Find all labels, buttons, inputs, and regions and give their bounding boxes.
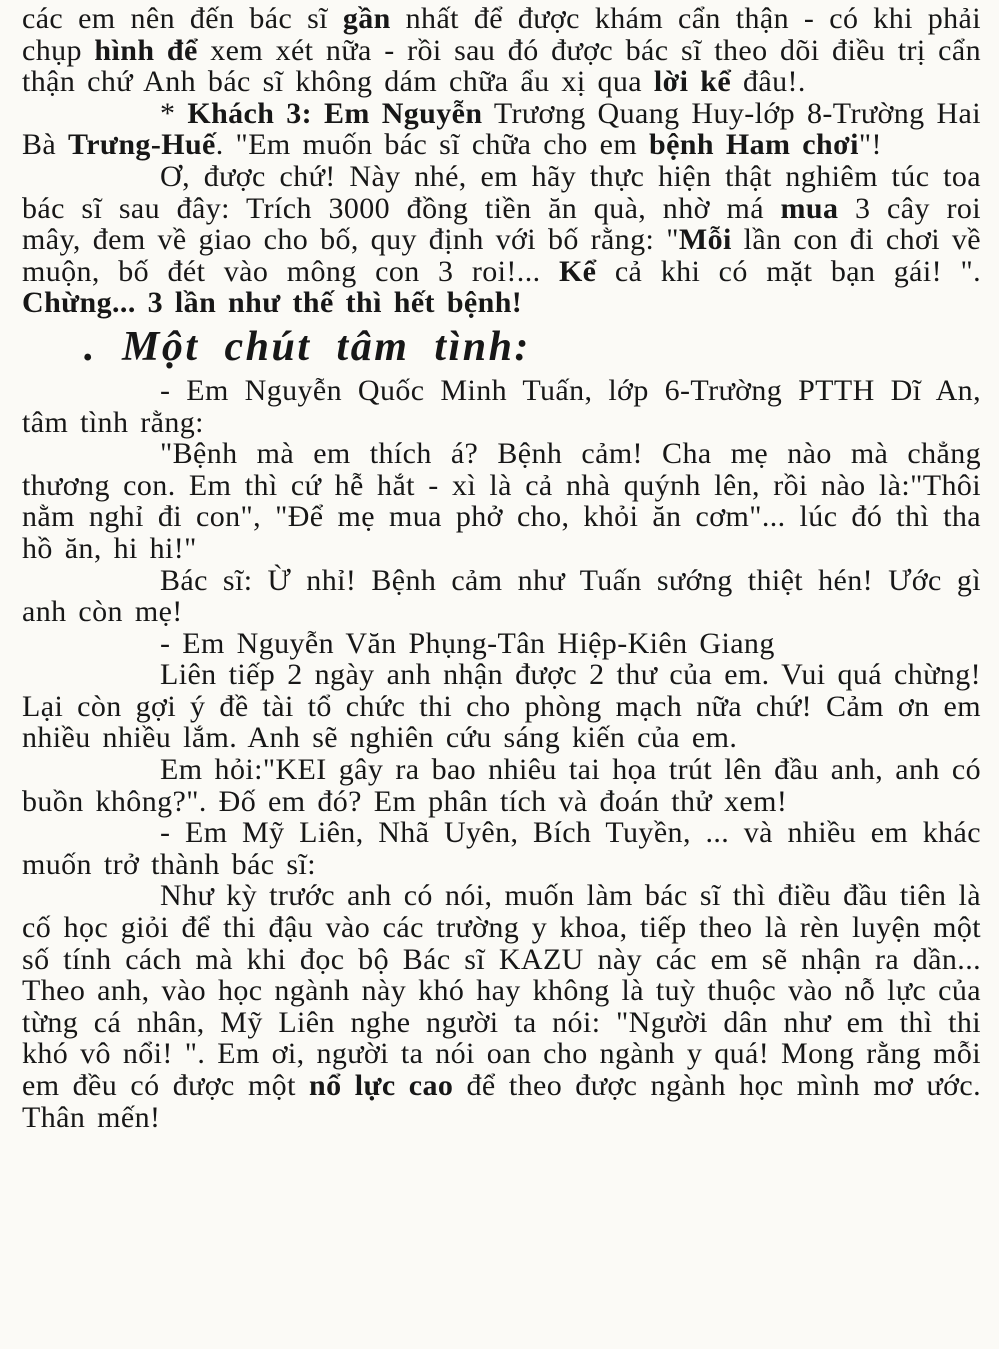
text-run: gần <box>342 2 391 35</box>
text-run: Chừng... 3 lần như thế thì hết bệnh! <box>22 286 523 320</box>
section-heading <box>22 321 981 373</box>
kei-question-paragraph <box>22 754 981 817</box>
text-run: các em nên đến bác sĩ <box>22 2 343 35</box>
text-run: - Em Nguyễn Văn Phụng-Tân Hiệp-Kiên Giang <box>160 626 775 660</box>
text-run: xem xét nữa - rồi sau đó được bác sĩ theo dõi điều trị cẩn thận chứ Anh bác sĩ không dám chữa ẩu xị qua <box>22 33 981 99</box>
phung-reply-paragraph <box>22 659 981 754</box>
text-run: cả khi có mặt bạn gái! ". <box>596 254 981 288</box>
text-run: "Bệnh mà em thích á? Bệnh cảm! Cha mẹ nào mà chẳng thương con. Em thì cứ hễ hắt - xì là cả nhà quýnh lên, rồi nào là:"Thôi nằm nghỉ đi con", "Để mẹ mua phở cho, khỏi ăn cơm"... lúc đó thì tha hồ ăn, hi hi!" <box>22 437 981 565</box>
text-run: . "Em muốn bác sĩ chữa cho em <box>215 128 649 162</box>
text-run: bệnh Ham chơi <box>649 128 859 162</box>
reader-tuan-paragraph <box>22 375 981 438</box>
text-run: "! <box>858 128 882 162</box>
text-run: - Em Nguyễn Quốc Minh Tuấn, lớp 6-Trường PTTH Dĩ An, tâm tình rằng: <box>22 373 981 439</box>
text-run: Trưng-Huế <box>68 128 216 162</box>
text-run: nhất để được khám cẩn thận - có khi phải chụp <box>22 2 982 67</box>
text-run: Liên tiếp 2 ngày anh nhận được 2 thư của em. Vui quá chừng! Lại còn gợi ý đề tài tổ chức thi cho phòng mạch nữa chứ! Cảm ơn em nhiều nhiều lắm. Anh sẽ nghiên cứu sáng kiến của em. <box>22 658 981 755</box>
continuation-paragraph <box>22 3 981 98</box>
text-run: đâu!. <box>731 65 806 99</box>
doctor-reply-paragraph <box>22 161 981 319</box>
readers-doctor-wish-paragraph <box>22 817 981 880</box>
doctor-advice-paragraph <box>22 880 981 1133</box>
text-run: * <box>160 96 188 130</box>
text-run: lời kể <box>653 65 732 99</box>
tuan-quote-paragraph <box>22 438 981 564</box>
text-run: . Một chút tâm tình: <box>84 323 531 370</box>
text-run: Mỗi <box>678 223 732 257</box>
guest-3-paragraph <box>22 98 981 161</box>
text-run: Trương Quang Huy-lớp 8-Trường Hai Bà <box>22 96 982 162</box>
text-run: nổ lực cao <box>309 1069 454 1102</box>
text-run: để theo được ngành học mình mơ ước. Thân mến! <box>22 1069 982 1134</box>
text-run: Khách 3: Em Nguyễn <box>187 96 483 130</box>
text-run: - Em Mỹ Liên, Nhã Uyên, Bích Tuyền, ... và nhiều em khác muốn trở thành bác sĩ: <box>22 816 981 881</box>
reader-phung-paragraph <box>22 628 981 660</box>
text-run: Em hỏi:"KEI gây ra bao nhiêu tai họa trút lên đầu anh, anh có buồn không?". Đố em đó? Em phân tích và đoán thử xem! <box>22 753 981 818</box>
text-run: Ơ, được chứ! Này nhé, em hãy thực hiện thật nghiêm túc toa bác sĩ sau đây: Trích 3000 đồng tiền ăn quà, nhờ má <box>22 159 981 225</box>
text-run: 3 cây roi mây, đem về giao cho bố, quy định với bố rằng: " <box>22 191 981 257</box>
doctor-comment-paragraph <box>22 565 981 628</box>
text-run: Bác sĩ: Ừ nhỉ! Bệnh cảm như Tuấn sướng thiệt hén! Ước gì anh còn mẹ! <box>22 563 981 629</box>
text-run: mua <box>780 191 839 225</box>
text-run: Kể <box>558 254 597 288</box>
text-run: hình để <box>94 33 198 67</box>
text-run: Như kỳ trước anh có nói, muốn làm bác sĩ thì điều đầu tiên là cố học giỏi để thi đậu vào các trường y khoa, tiếp theo là rèn luyện một số tính cách mà khi đọc bộ Bác sĩ KAZU này các em sẽ nhận ra dần... Theo anh, vào học ngành này khó hay không là tuỳ thuộc vào nỗ lực của từng cá nhân, Mỹ Liên nghe người ta nói: "Người dân như em thì thi khó vô nổi! ". Em ơi, người ta nói oan cho ngành y quá! Mong rằng mỗi em đều có được một <box>22 879 981 1102</box>
text-run: lần con đi chơi về muộn, bố đét vào mông con 3 roi!... <box>22 223 981 288</box>
